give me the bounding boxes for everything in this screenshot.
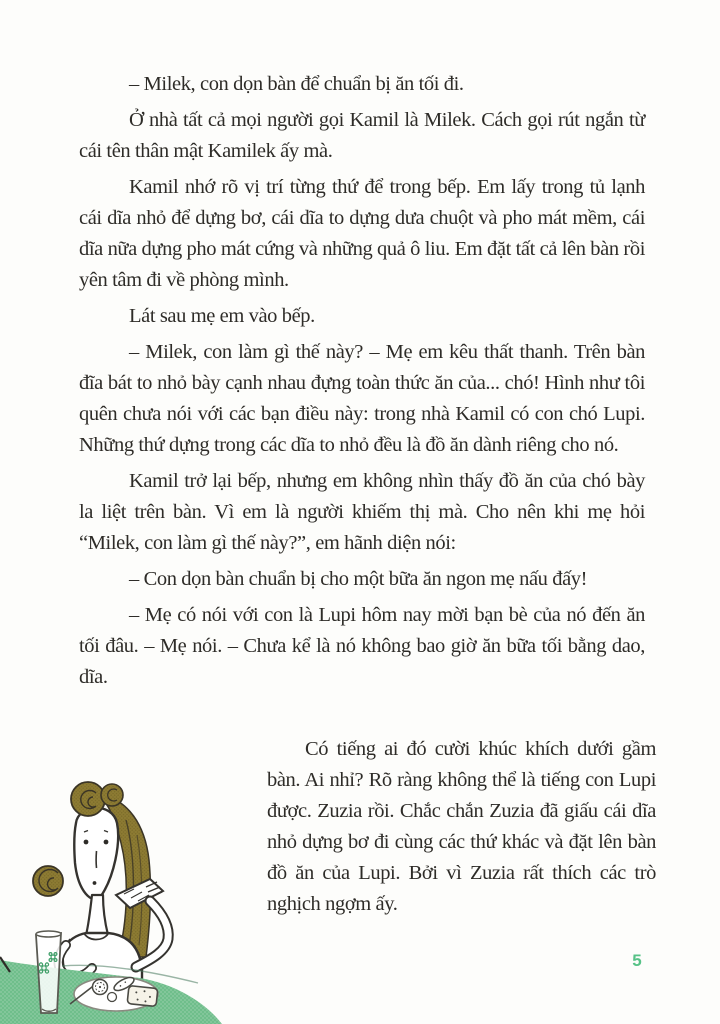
girl-eye-left <box>84 840 89 845</box>
body-paragraph: – Milek, con dọn bàn để chuẩn bị ăn tối đi. <box>129 73 464 95</box>
body-paragraph: Kamil trở lại bếp, nhưng em không nhìn thấy đồ ăn của chó bày la liệt trên bàn. Vì em là người khiếm thị mà. Cho nên khi mẹ hỏi “Milek, con làm gì thế này?”, em hãnh diện nói: <box>79 470 645 554</box>
girl-face <box>74 808 118 899</box>
body-paragraph: Có tiếng ai đó cười khúc khích dưới gầm bàn. Ai nhỉ? Rõ ràng không thể là tiếng con Lupi được. Zuzia rồi. Chắc chắn Zuzia đã giấu cái dĩa nhỏ dựng bơ đi cùng các thứ khác và đặt lên bàn đồ ăn của Lupi. Bởi vì Zuzia rất thích các trò nghịch ngợm ấy. <box>267 738 656 915</box>
girl-neck <box>86 895 108 935</box>
body-paragraph: – Mẹ có nói với con là Lupi hôm nay mời bạn bè của nó đến ăn tối đâu. – Mẹ nói. – Chưa kể là nó không bao giờ ăn bữa tối bằng dao, dĩa. <box>79 604 645 688</box>
girl-eating-illustration <box>0 775 270 1024</box>
page-number: 5 <box>632 951 642 970</box>
body-paragraph: – Con dọn bàn chuẩn bị cho một bữa ăn ngon mẹ nấu đấy! <box>129 568 588 590</box>
cucumber-slice <box>93 980 108 995</box>
final-text-column <box>267 734 656 925</box>
body-paragraph: Lát sau mẹ em vào bếp. <box>129 305 315 327</box>
girl-mouth <box>93 881 97 885</box>
glass <box>36 931 61 1013</box>
small-slice <box>108 993 117 1002</box>
girl-eye-right <box>104 840 109 845</box>
body-paragraph: Kamil nhớ rõ vị trí từng thứ để trong bếp. Em lấy trong tủ lạnh cái dĩa nhỏ để dựng bơ, cái dĩa to dựng dưa chuột và pho mát mềm, cái dĩa nữa dựng pho mát cứng và những quả ô liu. Em đặt tất cả lên bàn rồi yên tâm đi về phòng mình. <box>79 176 645 291</box>
bread-slice <box>127 986 158 1007</box>
main-text-column <box>79 69 645 698</box>
body-paragraph: Ở nhà tất cả mọi người gọi Kamil là Milek. Cách gọi rút ngắn từ cái tên thân mật Kamilek ấy mà. <box>79 109 645 162</box>
body-paragraph: – Milek, con làm gì thế này? – Mẹ em kêu thất thanh. Trên bàn đĩa bát to nhỏ bày cạnh nhau đựng toàn thức ăn của... chó! Hình như tôi quên chưa nói với các bạn điều này: trong nhà Kamil có con chó Lupi. Những thứ dựng trong các dĩa to nhỏ đều là đồ ăn dành riêng cho nó. <box>79 341 645 456</box>
